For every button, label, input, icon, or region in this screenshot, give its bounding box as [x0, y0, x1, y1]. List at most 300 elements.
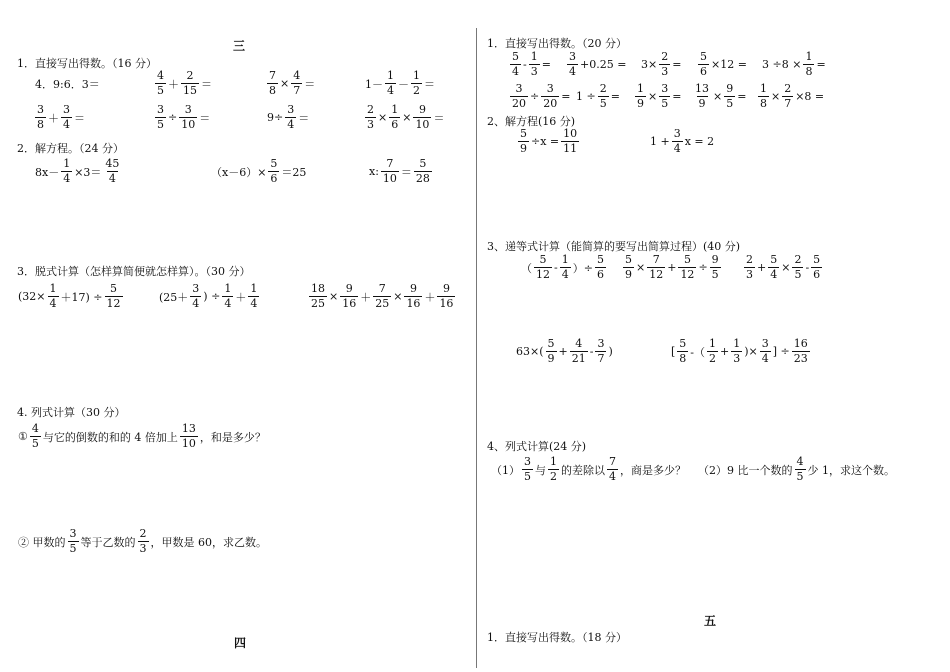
math-expression: [364, 104, 445, 131]
fraction: [760, 338, 771, 365]
expression-text: =: [561, 90, 571, 104]
denominator: 25: [311, 297, 325, 311]
math-expression: [154, 70, 213, 97]
math-expression: [509, 51, 552, 78]
fraction: [413, 104, 431, 131]
denominator: 4: [108, 172, 116, 186]
math-expression: [649, 128, 715, 155]
numerator: 1: [550, 455, 557, 468]
expression-text: 63×(: [516, 345, 544, 359]
denominator: 5: [599, 97, 607, 111]
math-expression: [692, 83, 747, 110]
fraction: [659, 51, 670, 78]
fraction: [567, 51, 578, 78]
expression-text: （2）9 比一个数的: [698, 463, 793, 477]
section-title: 1．直接写出得数。（16 分）: [17, 57, 157, 70]
denominator: 5: [726, 97, 734, 111]
numerator: 7: [378, 282, 386, 295]
denominator: 4: [609, 470, 616, 484]
numerator: 5: [539, 253, 547, 266]
fraction: [179, 104, 197, 131]
expression-text: (25＋: [159, 290, 189, 304]
numerator: 4: [293, 69, 301, 82]
expression-text: ×: [280, 77, 290, 91]
numerator: 4: [796, 455, 804, 468]
math-expression: [566, 51, 627, 78]
expression-text: =: [672, 90, 682, 104]
denominator: 3: [530, 65, 538, 79]
expression-text: x:: [369, 165, 379, 179]
expression-text: +: [720, 345, 730, 359]
fraction: [672, 128, 683, 155]
denominator: 2: [709, 352, 717, 366]
denominator: 12: [649, 268, 664, 282]
numerator: 5: [625, 253, 632, 266]
denominator: 12: [680, 268, 695, 282]
expression-text: 3×: [641, 58, 658, 72]
numerator: 3: [597, 337, 605, 350]
fraction: [61, 104, 72, 131]
math-expression: [509, 83, 571, 110]
denominator: 6: [596, 268, 604, 282]
expression-text: +: [558, 345, 568, 359]
numerator: 2: [139, 527, 147, 540]
section-title: 3．脱式计算（怎样算简便就怎样算）。（30 分）: [17, 265, 251, 278]
numerator: 45: [105, 157, 120, 170]
math-expression: [622, 254, 722, 281]
expression-text: ] ÷: [772, 345, 790, 359]
fraction: [35, 104, 46, 131]
fraction: [180, 423, 198, 450]
fraction: [518, 128, 529, 155]
expression-text: 等于乙数的: [80, 535, 136, 549]
denominator: 8: [37, 118, 44, 132]
numerator: 1: [760, 82, 767, 95]
numerator: 3: [761, 337, 769, 350]
expression-text: (32×: [18, 290, 46, 304]
fraction: [811, 254, 822, 281]
denominator: 7: [293, 84, 301, 98]
numerator: 4: [157, 69, 164, 82]
fraction: [758, 83, 769, 110]
expression-text: ×: [713, 90, 723, 104]
numerator: 3: [546, 82, 554, 95]
section-title: 1．直接写出得数。（20 分）: [487, 37, 627, 50]
denominator: 25: [375, 297, 390, 311]
numerator: 1: [561, 253, 569, 266]
denominator: 9: [698, 97, 706, 111]
expression-text: 1 +: [650, 135, 670, 149]
expression-text: ，甲数是 60，求乙数。: [150, 535, 267, 549]
denominator: 10: [382, 172, 397, 186]
math-expression: [158, 283, 260, 310]
numerator: 16: [793, 337, 808, 350]
numerator: 2: [186, 69, 194, 82]
denominator: 6: [700, 65, 707, 79]
numerator: 2: [794, 253, 802, 266]
numerator: 7: [386, 157, 394, 170]
expression-text: ＋: [168, 77, 179, 91]
fraction: [291, 70, 302, 97]
expression-text: ): [608, 345, 613, 359]
denominator: 3: [746, 268, 753, 282]
numerator: 9: [726, 82, 734, 95]
denominator: 9: [637, 97, 644, 111]
denominator: 4: [287, 118, 295, 132]
fraction: [560, 254, 571, 281]
math-expression: [266, 70, 316, 97]
denominator: 7: [597, 352, 605, 366]
math-expression: [154, 104, 211, 131]
expression-text: ）÷: [572, 261, 593, 275]
expression-text: +: [667, 261, 677, 275]
expression-text: ＝: [424, 77, 435, 91]
expression-text: ) ÷: [203, 290, 221, 304]
fraction: [522, 456, 533, 483]
expression-text: 4．9:6．3＝: [35, 78, 100, 91]
math-expression: [757, 83, 825, 110]
denominator: 4: [224, 297, 232, 311]
math-expression: [575, 83, 621, 110]
fraction: [623, 254, 634, 281]
numerator: 5: [520, 127, 527, 140]
expression-text: [: [671, 345, 676, 359]
fraction: [155, 70, 166, 97]
numerator: 5: [683, 253, 691, 266]
fraction: [404, 283, 422, 310]
expression-text: ＝: [201, 77, 212, 91]
fraction: [570, 338, 588, 365]
fraction: [724, 83, 735, 110]
numerator: 1: [733, 337, 741, 350]
denominator: 6: [270, 172, 278, 186]
denominator: 6: [391, 118, 399, 132]
numerator: 5: [512, 50, 519, 63]
expression-text: ② 甲数的: [18, 535, 66, 549]
expression-text: -: [523, 58, 527, 72]
denominator: 4: [561, 268, 569, 282]
word-problem: [490, 456, 687, 483]
numerator: 3: [63, 103, 70, 116]
numerator: 5: [813, 253, 821, 266]
expression-text: 8x－: [35, 165, 60, 179]
section-title: 4. 列式计算（30 分）: [17, 406, 126, 419]
expression-text: ＝: [199, 111, 211, 125]
expression-text: =: [541, 58, 551, 72]
denominator: 3: [733, 352, 741, 366]
denominator: 2: [413, 84, 420, 98]
expression-text: ×: [648, 90, 658, 104]
denominator: 5: [524, 470, 531, 484]
expression-text: 1 ÷: [576, 90, 596, 104]
word-problem: [17, 528, 268, 555]
expression-text: 的差除以: [561, 463, 605, 477]
denominator: 5: [31, 437, 39, 451]
fraction: [731, 338, 742, 365]
fraction: [411, 70, 422, 97]
denominator: 21: [571, 352, 586, 366]
expression-text: ＝: [433, 111, 445, 125]
fraction: [340, 283, 358, 310]
fraction: [103, 158, 121, 185]
fraction: [595, 338, 606, 365]
math-expression: [743, 254, 823, 281]
expression-text: ，和是多少？: [199, 430, 266, 444]
denominator: 4: [250, 297, 258, 311]
numerator: 1: [387, 69, 394, 82]
numerator: 1: [709, 337, 717, 350]
fraction: [548, 456, 559, 483]
page-title: 三: [233, 39, 246, 53]
section-title: 1．直接写出得数。（18 分）: [487, 631, 627, 644]
fraction: [414, 158, 432, 185]
fraction: [768, 254, 779, 281]
expression-text: =: [816, 58, 826, 72]
expression-text: x = 2: [684, 135, 715, 149]
denominator: 16: [342, 297, 357, 311]
fraction: [529, 51, 540, 78]
section-title: 2、解方程(16 分): [487, 115, 576, 128]
fraction: [381, 158, 399, 185]
fraction: [635, 83, 646, 110]
numerator: 5: [770, 253, 778, 266]
denominator: 4: [770, 268, 778, 282]
numerator: 7: [652, 253, 660, 266]
expression-text: ＝: [304, 77, 316, 91]
denominator: 9: [520, 142, 527, 156]
numerator: 2: [599, 82, 607, 95]
numerator: 10: [563, 127, 578, 140]
word-problem: [697, 456, 896, 483]
expression-text: （: [521, 261, 532, 275]
section-title: 3、递等式计算（能简算的要写出简算过程）(40 分): [487, 240, 741, 253]
numerator: 1: [637, 82, 644, 95]
math-expression: [34, 104, 86, 131]
expression-text: -（: [690, 345, 706, 359]
denominator: 4: [192, 297, 200, 311]
fraction: [437, 283, 455, 310]
fraction: [138, 528, 149, 555]
expression-text: ÷x =: [531, 135, 560, 149]
numerator: 5: [547, 337, 555, 350]
fraction: [105, 283, 123, 310]
expression-text: ×: [378, 111, 388, 125]
numerator: 1: [224, 282, 232, 295]
denominator: 3: [661, 65, 669, 79]
math-expression: [634, 83, 682, 110]
fraction: [267, 70, 278, 97]
denominator: 23: [793, 352, 808, 366]
numerator: 7: [269, 69, 276, 82]
fraction: [155, 104, 166, 131]
denominator: 15: [183, 84, 197, 98]
fraction: [30, 423, 41, 450]
numerator: 3: [157, 103, 164, 116]
fraction: [68, 528, 79, 555]
math-expression: [640, 51, 682, 78]
expression-text: 与它的倒数的和的 4 倍加上: [42, 430, 178, 444]
denominator: 10: [415, 118, 430, 132]
expression-text: 少 1，求这个数。: [807, 463, 895, 477]
fraction: [561, 128, 579, 155]
numerator: 1: [49, 282, 57, 295]
expression-text: -: [589, 345, 594, 359]
expression-text: +0.25 =: [580, 58, 627, 72]
fraction: [792, 338, 810, 365]
denominator: 5: [157, 84, 164, 98]
expression-text: ×: [393, 290, 403, 304]
expression-text: ×: [329, 290, 339, 304]
numerator: 3: [287, 103, 295, 116]
expression-text: ＋: [424, 290, 436, 304]
fraction: [389, 104, 400, 131]
denominator: 9: [625, 268, 632, 282]
math-expression: [210, 158, 307, 185]
expression-text: ×: [402, 111, 412, 125]
expression-text: =: [610, 90, 620, 104]
fraction: [546, 338, 557, 365]
fraction: [803, 51, 814, 78]
expression-text: )×: [744, 345, 758, 359]
math-expression: [266, 104, 310, 131]
numerator: 1: [805, 50, 813, 63]
fraction: [285, 104, 296, 131]
numerator: 1: [63, 157, 71, 170]
expression-text: ，商是多少？: [620, 463, 686, 477]
expression-text: 9÷: [267, 111, 284, 125]
expression-text: －: [398, 77, 409, 91]
math-expression: [761, 51, 827, 78]
numerator: 3: [184, 103, 192, 116]
fraction: [678, 254, 696, 281]
expression-text: ×8 =: [795, 90, 825, 104]
fraction: [792, 254, 803, 281]
numerator: 3: [515, 82, 523, 95]
fraction: [365, 104, 376, 131]
fraction: [710, 254, 721, 281]
fraction: [598, 83, 609, 110]
fraction: [181, 70, 199, 97]
expression-text: （1）: [491, 463, 520, 477]
math-expression: [308, 283, 456, 310]
numerator: 4: [31, 422, 39, 435]
fraction: [190, 283, 201, 310]
expression-text: ＋: [235, 290, 247, 304]
fraction: [61, 158, 72, 185]
math-expression: [515, 338, 614, 365]
numerator: 13: [695, 82, 709, 95]
numerator: 2: [661, 50, 669, 63]
numerator: 5: [270, 157, 278, 170]
numerator: 2: [746, 253, 753, 266]
denominator: 3: [139, 542, 147, 556]
denominator: 5: [661, 97, 669, 111]
denominator: 8: [760, 97, 767, 111]
fraction: [541, 83, 559, 110]
expression-text: ÷: [168, 111, 178, 125]
denominator: 4: [569, 65, 576, 79]
numerator: 3: [569, 50, 576, 63]
word-problem: [17, 423, 267, 450]
denominator: 2: [550, 470, 557, 484]
denominator: 4: [512, 65, 519, 79]
math-expression: [17, 283, 124, 310]
denominator: 8: [679, 352, 687, 366]
fraction: [795, 456, 806, 483]
expression-text: ×12 =: [711, 58, 747, 72]
numerator: 13: [181, 422, 196, 435]
fraction: [385, 70, 396, 97]
denominator: 6: [813, 268, 821, 282]
section-title: 4、列式计算(24 分): [487, 440, 587, 453]
fraction: [309, 283, 327, 310]
expression-text: =: [737, 90, 747, 104]
denominator: 10: [181, 118, 196, 132]
numerator: 3: [524, 455, 531, 468]
expression-text: =: [672, 58, 682, 72]
expression-text: ×: [636, 261, 646, 275]
expression-text: ＝: [400, 165, 412, 179]
denominator: 8: [805, 65, 813, 79]
fraction: [698, 51, 709, 78]
expression-text: -: [554, 261, 558, 275]
denominator: 11: [563, 142, 578, 156]
math-expression: [517, 128, 580, 155]
numerator: 9: [418, 103, 426, 116]
fraction: [222, 283, 233, 310]
section-title: 2．解方程。（24 分）: [17, 142, 124, 155]
page-divider: [476, 28, 477, 668]
denominator: 4: [673, 142, 681, 156]
denominator: 12: [536, 268, 550, 282]
fraction: [510, 51, 521, 78]
fraction: [659, 83, 670, 110]
denominator: 5: [794, 268, 802, 282]
fraction: [707, 338, 718, 365]
expression-text: ①: [18, 430, 28, 444]
numerator: 1: [413, 69, 420, 82]
numerator: 9: [442, 282, 450, 295]
denominator: 5: [796, 470, 804, 484]
expression-text: ×: [781, 261, 791, 275]
numerator: 4: [575, 337, 583, 350]
expression-text: ＝: [74, 111, 85, 125]
fraction: [693, 83, 711, 110]
numerator: 1: [530, 50, 538, 63]
fraction: [782, 83, 793, 110]
math-expression: [670, 338, 811, 365]
expression-text: 与: [535, 463, 546, 477]
expression-text: ＋17) ÷: [60, 290, 103, 304]
numerator: 2: [784, 82, 792, 95]
fraction: [48, 283, 59, 310]
denominator: 7: [784, 97, 792, 111]
denominator: 20: [512, 97, 526, 111]
math-expression: [34, 76, 101, 92]
numerator: 5: [679, 337, 687, 350]
numerator: 1: [391, 103, 399, 116]
expression-text: ÷: [530, 90, 540, 104]
denominator: 16: [439, 297, 454, 311]
fraction: [510, 83, 528, 110]
denominator: 16: [406, 297, 421, 311]
fraction: [744, 254, 755, 281]
numerator: 3: [661, 82, 669, 95]
denominator: 28: [415, 172, 430, 186]
page-footer: 四: [234, 636, 247, 650]
expression-text: （x－6）×: [211, 165, 267, 179]
fraction: [647, 254, 665, 281]
